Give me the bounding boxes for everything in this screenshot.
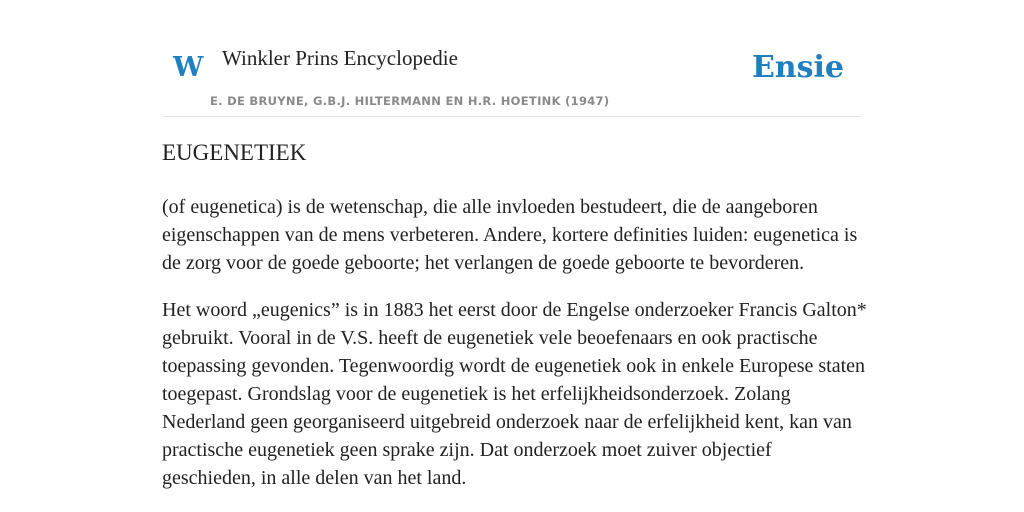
- entry-paragraph: (of eugenetica) is de wetenschap, die alle invloeden bestudeert, die de aangeboren eigenschappen van de mens verbeteren. Andere, kortere definities luiden: eugenetica is de zorg voor de goede geboorte; het verlangen de goede geboorte te bevorderen.: [162, 196, 858, 274]
- source-logo-icon[interactable]: W: [173, 52, 204, 83]
- entry-body: [162, 193, 867, 511]
- entry-title: EUGENETIEK: [162, 140, 307, 165]
- source-header: [162, 0, 862, 117]
- ensie-logo-link[interactable]: Ensie: [751, 50, 844, 85]
- entry-paragraph: Het woord „eugenics” is in 1883 het eerst door de Engelse onderzoeker Francis Galton* gebruikt. Vooral in de V.S. heeft de eugenetiek vele beoefenaars en ook practische toepassing gevonden. Tegenwoordig wordt de eugenetiek ook in enkele Europese staten toegepast. Grondslag voor de eugenetiek is het erfelijkheidsonderzoek. Zolang Nederland geen georganiseerd uitgebreid onderzoek naar de erfelijkheid kent, kan van practische eugenetiek geen sprake zijn. Dat onderzoek moet zuiver objectief geschieden, in alle delen van het land.: [162, 299, 867, 489]
- source-authors: E. DE BRUYNE, G.B.J. HILTERMANN EN H.R. HOETINK (1947): [210, 94, 610, 108]
- source-title[interactable]: Winkler Prins Encyclopedie: [222, 46, 458, 70]
